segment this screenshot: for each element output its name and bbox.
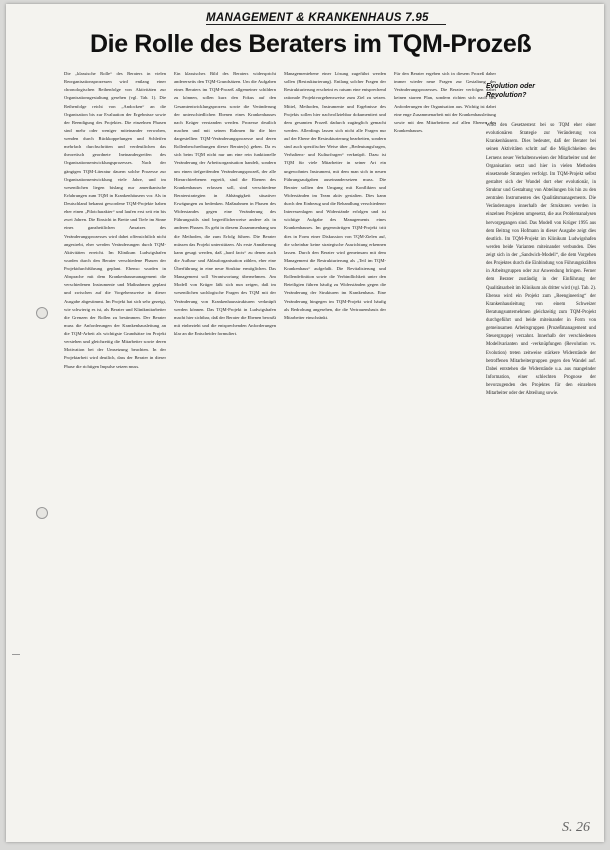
document-page xyxy=(6,4,604,842)
journal-header xyxy=(206,8,446,25)
punch-hole xyxy=(36,507,48,519)
text-column-3: Managementebene einer Lösung zugeführt werden sollen (Restrukturierung). Entlang solcher Fragen der Restrukturierung erscheint es ratsam eine entsprechend rationale Projektvorgehensweise zum Ziel zu setzen. Mittel, Methoden, Instrumente und Ergebnisse des Projekts sollen hier nachvollziehbar dokumentiert und dem gesamten Prozeß dadurch zugänglich gemacht werden. Allerdings lassen sich nicht alle Fragen nur auf der Ebene der Restrukturierung bearbeiten, sondern sind auch spezifischer Weise über „Bedeutungsfragen, Verhaltens- und Kulturfragen“ verknüpft. Dazu ist TQM für viele Mitarbeiter in seiner Art ein ungewohntes Instrument, mit dem man sich in neuen Führungsaufgaben auseinandersetzen muss. Die Berater sollten den Umgang mit Konflikten und Widerständen im Team aktiv gestalten. Dies kann durch den Einbezug und die Behandlung verschiedener Interessenlagen und Widerstände erfolgen und ist wichtige Aufgabe des Managements eines Krankenhauses. Im gegenwärtigen TQM-Projekt tritt dies in Form einer Diskussion von TQM-Zielen auf, die scheinbar keine strategische Ausrichtung erkennen lassen. Durch den Berater wird gemeinsam mit dem Management die Restrukturierung als „Teil im TQM-Krankenhaus“ aufgefaßt. Die Revitalisierung und Rollendefinition sowie die Verbindlichkeit unter den Beteiligten führen häufig zu Widerständen gegen die Veränderung der Strukturen im Krankenhaus. Eine Veränderung hingegen im TQM-Projekt wird häufig als Bedrohung angesehen, die die Vertrauensbasis der Mitarbeiter einschränkt. xyxy=(284,71,386,320)
handwritten-page-mark: S. 26 xyxy=(562,820,590,835)
text-column-1: Die „klassische Rolle“ des Beraters in vielen Reorganisationsprozessen wird entlang einer chronologischen Reihenfolge von Aktivitäten zur Organisationsgestaltung gesehen (vgl. Tab. 1). Die Reihenfolge reicht von „Andocken“ an die Organisation bis zur Evaluation der Ergebnisse sowie der Beendigung des Projektes. Die einzelnen Phasen sind mehr oder weniger miteinander verwoben, wenden durch Rückkoppelungen und Schleifen mehrfach durchschritten und verdeutlichen das theoretisch geordnete Ineinandergreifen des Organisationsentwicklungsprozesses. Nach der gängigen TQM-Literatur dauern solche Prozesse zur Organisationsentwicklung viele Jahre, und im wesentlichen liegen bislang nur amerikanische Erfahrungen zum TQM in Krankenhäusern vor. Als in Deutschland bekannt gewordene TQM-Projekte haben eher einen „Pilotcharakter“ und laufen erst seit ein bis zwei Jahren. Die Einsicht in Breite und Tiefe im Sinne eines ganzheitlichen Ansatzes des Veränderungsprozesses wird dabei offensichtlich nicht angestrebt, eher werden Veränderungen durch TQM-Aktivitäten erreicht. Im Klinikum Ludwigshafen wurden durch den Berater verschiedene Phasen der Projektdurchführung geplant. Ebenso wurden in Absprache mit dem Krankenhausmanagement die verschiedenen Instrumente und Maßnahmen geplant und zwischen auf die Vorgehensweise in dieser Ausgabe abgestimmt. Im Projekt hat sich sehr gezeigt, wie schwierig es ist, als Berater und Klinikmitarbeiter die Grenzen der Rollen zu bestimmen. Der Berater muss die Anforderungen der Krankenhausleitung an die TQM-Arbeit als wichtigste Grundsätze im Projekt verstehen und gleichzeitig die Mitarbeiter sowie deren Motivation bei der Umsetzung beachten. In der Projektarbeit wird deutlich, dass der Berater in dieser Phase die richtigen Impulse setzen muss. xyxy=(64,71,166,369)
article-title: Die Rolle des Beraters im TQM-Prozeß xyxy=(90,30,532,58)
section-heading-text: Evolution oder Revolution? xyxy=(486,83,535,99)
fold-mark xyxy=(12,654,20,655)
punch-hole xyxy=(36,307,48,319)
text-column-4: Für den Berater ergeben sich in diesem Prozeß daher immer wieder neue Fragen zur Gestaltung des Veränderungsprozesses. Die Berater verfolgen dabei keinen starren Plan, sondern richten sich nach den Anforderungen der Organisation aus. Wichtig ist dabei eine enge Zusammenarbeit mit der Krankenhausleitung sowie mit den Mitarbeitern auf allen Ebenen des Krankenhauses. xyxy=(394,71,496,133)
text-column-2: Ein klassisches Bild des Beraters widerspricht andererseits den TQM-Grundsätzen. Um die Aufgaben eines Beraters im TQM-Prozeß allgemeiner schildern zu können, sollen kurz den Fokus auf den Gesamtentwicklungsprozess sowie die Veränderung der unterschiedlichen Ebenen eines Krankenhauses nach Krüger verstanden werden. Prozesse deutlich machen und mit seinen Rahmen für die hier dargestellten TQM-Veränderungsprozesse und deren Rollenbeschreibungen dieser Berater(s) geben. Da es sich beim TQM nicht nur um eine rein funktionelle Veränderung der Arbeitsorganisation handelt, sondern um einen tiefgreifenden Veränderungsprozeß, der alle Hierarchieebenen ergreift, sind die Ebenen des Krankenhauses erfassen soll, sind verschiedene Beraterstrategien in Abhängigkeit situativer Erwägungen zu bedenken. Maßnahmen in Phasen des Widerstandes gegen eine Veränderung des Führungsstils sind begreiflicherweise andere als in anderen Phasen. Es geht in diesem Zusammenhang um die Methoden, die zum Erfolg führen. Die Berater müssen das Projekt unterstützen. Als erste Annäherung kann gesagt werden, daß „hard facts“ zu denen auch die Aufbau- und Ablauforganisation zählen, eher eine Überführung in eine neue Struktur ermöglichen. Das Management soll Verantwortung übernehmen. Am Modell von Krüger läßt sich nun zeigen, daß im wesentlichen sachlogische Fragen des TQM mit der Veränderung von Krankenhausstrukturen verknüpft werden können. Das TQM-Projekt in Ludwigshafen macht hier sichtbar, daß der Berater die Ebenen bewußt mit einbezieht und die entsprechenden Anforderungen klar an die Entscheider formuliert. xyxy=(174,71,276,336)
text-column-5: Wird den Gesetzestext bei so TQM eher einer evolutionären Strategie zur Veränderung von Krankenhäusern. Dies bedeutet, daß der Berater bei seinen Aktivitäten schritt auf die Möglichkeiten des Lernens neuer Verhaltensweisen der Mitarbeiter und der Organisation setzt und hier in vielen Methoden einsetzende Strategien verfolgt. Im TQM-Projekt selbst gestaltet sich der Wandel dort eher evolutionär, in Struktur und Gestaltung von Abteilungen bis hin zu den zentralen Instrumenten des Qualitätsmanagements. Die Veränderungen innerhalb der Strukturen werden in einzelnen Projekten umgesetzt, die aus Problemanalysen hervorgegangen sind. Das Modell von Krüger 1995 aus dem Beitrag von Hofmann in dieser Ausgabe zeigt dies deutlich. Im TQM-Projekt im Klinikum Ludwigshafen werden beide Varianten miteinander verbunden. Dies zeigt sich in der „Sandwich-Modell“, die dem Vorgehen des Projektes durch die Einbindung von Führungskräften in Arbeitsgruppen oder zur Anwendung bringen. Ferner dem Berater zuständig in der Einführung der Qualitätsarbeit im Klinikum als dritter wird (vgl. Tab. 2). Ebenso wird ein Projekt zum „Reengineering“ der Krankenhausleitung von einem Schweizer Beratungsunternehmen gleichzeitig zum TQM-Projekt durchgeführt und beide miteinander in Form von gemeinsamen Arbeitsgruppen (Prozeßmanagement und Steuergruppe) verzahnt. Innerhalb der verschiedenen Modellvarianten und -verknüpfungen (Revolution vs. Evolution) treten zeitweise stärkere Widerstände der betroffenen Mitarbeitergruppen gegen den Wandel auf. Dabei entstehen die Widerstände u.a. aus mangelnder Information, einer schlechten Prognose der bevorzugenden des Projektes für den einzelnen Mitarbeiter oder der Abteilung sowie. xyxy=(486,123,596,397)
section-heading xyxy=(458,82,596,100)
journal-header-text: MANAGEMENT & KRANKENHAUS 7.95 xyxy=(206,12,429,24)
